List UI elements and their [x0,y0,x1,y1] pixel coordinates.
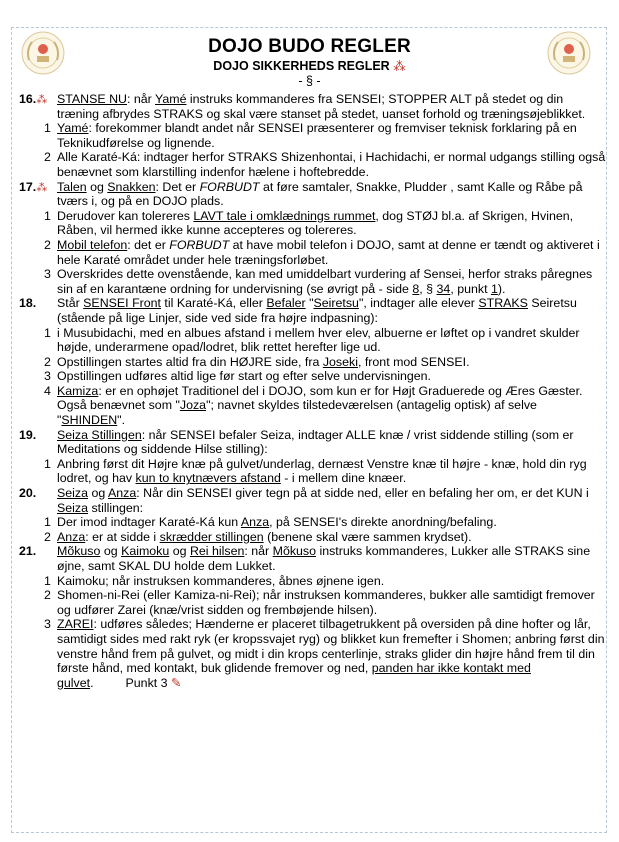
rule-number [19,180,47,196]
rule-keyword: Yamé [155,92,187,106]
item-text: Overskrides dette ovenstående, kan med umiddelbart vurdering af Sensei, herfor straks påregnes sin af en karantæne ordning for undervisning (se øvrigt på - side [57,267,593,296]
rule-keyword: Mõkuso [57,544,101,559]
item-keyword: LAVT tale i omklædnings rummet [193,208,376,223]
section-ref-link[interactable]: 34 [436,281,451,296]
item-text: : udføres således; Hænderne er placeret tilbagetrukkent på oversiden på dine hofter og lår, samtidigt sides med rakt ryk (er kropssvajet ryg) og blikket kun fremefter i Shomen; anbring først din venstre hånd frem på gulvet, og midt i din krops centerlinje, straks glider din højre hånd frem til din første hånd, med kontakt, buk glidende fremover og ned, [57,617,605,676]
item-text: , på SENSEI's direkte anordning/befaling. [269,515,497,530]
rule-text: og [100,544,122,559]
rule-16-item-2 [19,150,607,179]
item-number: 3 [44,369,51,384]
rule-text: Seiretsu (stående på lige Linjer, side ved side fra højre indpasning): [57,296,577,325]
item-number: 2 [44,529,51,544]
asterism-icon: ⁂ [36,181,48,194]
rule-keyword: Mõkuso [272,544,317,559]
rule-number-text: 17. [19,179,37,194]
item-text: : det er [127,237,170,252]
rule-text: " [305,296,314,311]
rule-text: : Det er [155,179,200,194]
item-keyword: Kamiza [57,383,99,398]
item-text: (benene skal være sammen krydset). [263,529,472,544]
rule-keyword: Anza [107,486,137,501]
rule-17-item-2 [19,238,607,267]
item-keyword: Yamé [57,121,89,136]
rule-number: 20. [19,486,37,501]
rule-17 [19,180,607,209]
item-number: 2 [44,354,51,369]
rule-18-item-3 [19,369,607,384]
item-number: 1 [44,325,51,340]
item-keyword: Mobil telefon [57,237,128,252]
item-number: 3 [44,617,51,632]
rule-17-item-3 [19,267,607,296]
item-text: Anbring først dit Højre knæ på gulvet/underlag, dernæst Venstre knæ til højre - knæ, hold din ryg lodret, og hav [57,456,587,486]
rule-text: : Når din SENSEI giver tegn på at sidde ned, eller en befaling her om, er det KUN i [136,486,589,501]
rule-18 [19,296,607,325]
rule-keyword: STRAKS [478,296,528,311]
item-text: , § [419,281,437,296]
item-text: . [90,675,94,690]
item-number: 4 [44,383,51,398]
item-text: , dog STØJ bl.a. af Skrigen, Hvinen, Råben, vil hermed ikke kunne accepteres og tolereres. [57,208,574,238]
item-keyword: Joseki [322,354,358,369]
item-number: 1 [44,121,51,136]
item-text: Kaimoku; når instruksen kommanderes, åbnes øjnene igen. [57,573,385,588]
rule-text: og [86,179,108,194]
item-number: 2 [44,588,51,603]
asterism-icon: ⁂ [36,94,48,106]
rule-18-item-1 [19,326,607,355]
rule-keyword: Befaler [266,296,306,311]
item-keyword: Joza [179,398,207,413]
rules-content [19,92,607,690]
item-text: : er at sidde i [85,529,160,544]
rule-16-item-1 [19,121,607,150]
rule-text: at føre samtaler, Snakke, Pludder , samt Kalle og Råbe på tværs i, og på en DOJO plads. [57,179,583,209]
item-number: 1 [44,515,51,530]
rule-keyword: Seiretsu [313,296,359,311]
item-text: Shomen-ni-Rei (eller Kamiza-ni-Rei); når instruksen kommanderes, bukker alle samtidigt fremover og udfører Zarei (knæ/vrist sidden og frembøjende hilsen). [57,588,595,617]
item-text: at have mobil telefon i DOJO, samt at denne er tændt og aktiveret i hele Karaté området under hele træningsforløbet. [57,237,600,267]
page-ref-link[interactable]: 8 [412,281,420,296]
rule-20-item-2 [19,530,607,545]
rule-19 [19,428,607,457]
rule-keyword: Snakken [107,179,156,194]
subtitle-text: DOJO SIKKERHEDS REGLER [213,59,390,73]
rule-emphasis: FORBUDT [199,179,260,194]
item-text: ). [497,281,506,296]
rule-text: stillingen: [88,500,144,515]
item-number: 1 [44,208,51,223]
item-number: 3 [44,267,51,282]
rule-18-item-4 [19,384,607,428]
page-subtitle [0,58,619,73]
item-keyword: kun to knytnævers afstand [135,471,281,486]
rule-keyword: Talen [57,179,87,194]
punkt-reference [126,676,182,690]
punkt-label: Punkt 3 [125,675,168,690]
rule-text: : når SENSEI befaler Seiza, indtager ALLE knæ / vrist siddende stilling (som er Meditations og siddende Hilse stilling): [57,427,574,457]
item-text: ". [117,413,126,428]
paragraph-marker: - § - [298,74,321,88]
page-title: DOJO BUDO REGLER [208,36,411,57]
item-keyword: panden har ikke kontakt med gulvet [57,661,531,690]
rule-21-item-1 [19,574,607,589]
item-keyword: SHINDEN [61,413,118,428]
item-keyword: Anza [57,529,86,544]
rule-text: og [88,486,108,501]
rule-19-item-1 [19,457,607,486]
rule-number [19,92,47,108]
item-text: , front mod SENSEI. [357,354,470,369]
item-text: Opstillingen startes altid fra din HØJRE side, fra [57,354,323,369]
rule-text: instruks kommanderes fra SENSEI; STOPPER ALT på stedet og din træning afbrydes STRAKS og skal være stanset på stedet, uanset forhold og træningsøjeblikket. [57,92,586,121]
item-number: 1 [44,573,51,588]
rule-text: instruks kommanderes, Lukker alle STRAKS sine øjne, samt SKAL DU holde dem Lukket. [57,544,591,573]
rule-20 [19,486,607,515]
item-text: Opstillingen udføres altid lige før start og efter selve undervisningen. [57,369,431,384]
rule-number: 21. [19,544,37,559]
item-text: : er en ophøjet Traditionel del i DOJO, som kun er for Højt Graduerede og Æres Gæster. Også benævnet som " [57,383,583,413]
rule-text: og [169,544,190,559]
rule-21-item-3 [19,617,607,690]
rule-keyword: Rei hilsen [189,544,245,559]
point-ref-link[interactable]: 1 [490,281,498,296]
item-text: Der imod indtager Karaté-Ká kun [57,515,241,530]
rule-21 [19,544,607,573]
rule-20-item-1 [19,515,607,530]
item-text: Alle Karaté-Ká: indtager herfor STRAKS Shizenhontai, i Hachidachi, er normal udgangs stilling også benævnet som klarstilling indenfor hælene i hoftebredde. [57,150,606,179]
item-text: i Musubidachi, med en albues afstand i mellem hver elev, albuerne er løftet op i vandret skulder højde, underarmene opad/lodret, blik rettet herefter lige ud. [57,325,580,355]
rule-keyword: Kaimoku [121,544,170,559]
rule-keyword: Seiza [57,486,88,501]
item-number: 2 [44,150,51,165]
item-number: 1 [44,456,51,471]
rule-17-item-1 [19,209,607,238]
item-text: - i mellem dine knæer. [280,471,407,486]
rule-keyword: Seiza [57,500,88,515]
item-text: "; navnet skyldes tilstedeværelsen (antagelig optisk) af selve " [57,398,537,428]
item-text: : forekommer blandt andet når SENSEI præsenterer og fremviser teknisk forklaring på en Teknikudførelse og lignende. [57,121,577,150]
rule-16 [19,92,607,121]
rule-18-item-2 [19,355,607,370]
rule-number: 19. [19,427,37,442]
item-keyword: skrædder stillingen [159,529,264,544]
rule-number: 18. [19,296,37,311]
item-text: , punkt [450,281,491,296]
item-number: 2 [44,237,51,252]
rule-keyword: Seiza Stillingen [57,427,142,442]
rule-21-item-2 [19,588,607,617]
rule-text: : når [127,92,156,106]
rule-number-text: 16. [19,92,37,106]
item-keyword: ZAREI [57,617,94,632]
item-keyword: Anza [240,515,270,530]
rule-text: : når [244,544,273,559]
pencil-icon: ✎ [171,675,182,690]
item-emphasis: FORBUDT [169,237,230,252]
rule-text: til Karaté-Ká, eller [160,296,267,311]
rule-keyword: SENSEI Front [83,296,161,311]
item-text: Derudover kan tolereres [57,208,194,223]
rule-text: Står [57,296,84,311]
asterism-icon: ⁂ [393,59,406,73]
rule-text: ", indtager alle elever [358,296,479,311]
rule-keyword: STANSE NU [57,92,127,106]
